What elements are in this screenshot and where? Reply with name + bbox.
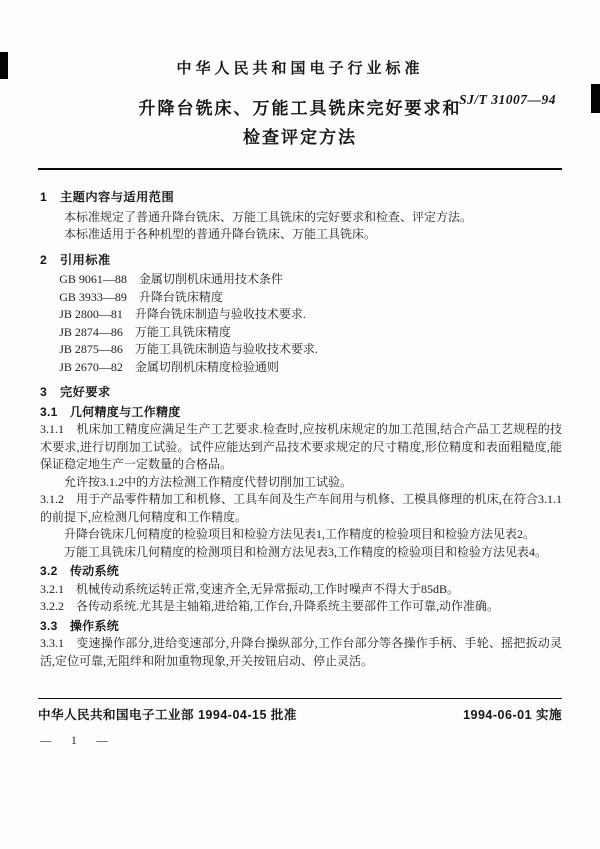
clause-3-2-heading: 3.2 传动系统 xyxy=(40,564,120,578)
clause-3-1-heading: 3.1 几何精度与工作精度 xyxy=(40,404,181,419)
paragraph: 3.2.2 各传动系统.尤其是主轴箱,进给箱,工作台,升降系统主要部件工作可靠,动作准确。 xyxy=(40,599,500,613)
footer-row xyxy=(38,705,562,723)
paragraph: 3.2.1 机械传动系统运转正常,变速齐全,无异常振动,工作时噪声不得大于85dB。 xyxy=(40,581,460,596)
section-3-heading: 3 完好要求 xyxy=(40,385,111,399)
paragraph: 升降台铣床几何精度的检验项目和检验方法见表1,工作精度的检验项目和检验方法见表2。 xyxy=(64,527,536,541)
paragraph: 3.1.2 用于产品零件精加工和机修、工具车间及生产车间用与机修、工模具修理的机床,在符合3.1.1的前提下,应检测几何精度和工作精度。 xyxy=(40,492,562,524)
header-divider xyxy=(38,168,562,170)
implementation-date: 1994-06-01 实施 xyxy=(463,708,562,722)
footer-divider xyxy=(38,698,562,699)
paragraph: 本标准适用于各种机型的普通升降台铣床、万能工具铣床。 xyxy=(64,227,377,241)
reference-item: GB 3933—89 升降台铣床精度 xyxy=(59,289,223,304)
page-number: — 1 — xyxy=(40,735,112,747)
paragraph: 3.1.1 机床加工精度应满足生产工艺要求.检查时,应按机床规定的加工范围,结合产品工艺规程的技术要求,进行切削加工试验。试件应能达到产品技术要求规定的尺寸精度,形位精度和表面粗糙度,能保证稳定地生产一定数量的合格品。 xyxy=(40,422,562,471)
paragraph: 允许按3.1.2中的方法检测工作精度代替切削加工试验。 xyxy=(64,474,353,489)
approval-statement: 中华人民共和国电子工业部 1994-04-15 批准 xyxy=(38,708,297,722)
reference-item: JB 2875—86 万能工具铣床制造与验收技术要求. xyxy=(59,342,318,356)
reference-item: JB 2874—86 万能工具铣床精度 xyxy=(59,324,231,339)
clause-3-3-heading: 3.3 操作系统 xyxy=(40,618,120,633)
standard-number: SJ/T 31007—94 xyxy=(459,92,556,107)
section-1-heading: 1 主题内容与适用范围 xyxy=(40,190,175,204)
paragraph: 本标准规定了普通升降台铣床、万能工具铣床的完好要求和检查、评定方法。 xyxy=(64,209,473,224)
paragraph: 3.3.1 变速操作部分,进给变速部分,升降台操纵部分,工作台部分等各操作手柄、手轮、摇把扳动灵活,定位可靠,无阻绊和附加重物现象,开关按钮启动、停止灵活。 xyxy=(40,636,562,668)
standard-org-line: 中华人民共和国电子行业标准 xyxy=(176,60,424,77)
document-title-line2: 检查评定方法 xyxy=(243,128,357,147)
document-title-line1: 升降台铣床、万能工具铣床完好要求和 xyxy=(138,99,462,118)
reference-item: JB 2670—82 金属切削机床精度检验通则 xyxy=(59,359,279,374)
paragraph: 万能工具铣床几何精度的检测项目和检测方法见表3,工作精度的检验项目和检验方法见表4。 xyxy=(64,544,548,559)
section-2-heading: 2 引用标准 xyxy=(40,252,111,267)
reference-item: JB 2800—81 升降台铣床制造与验收技术要求. xyxy=(59,307,306,321)
document-body xyxy=(40,181,562,670)
reference-item: GB 9061—88 金属切削机床通用技术条件 xyxy=(59,272,283,286)
